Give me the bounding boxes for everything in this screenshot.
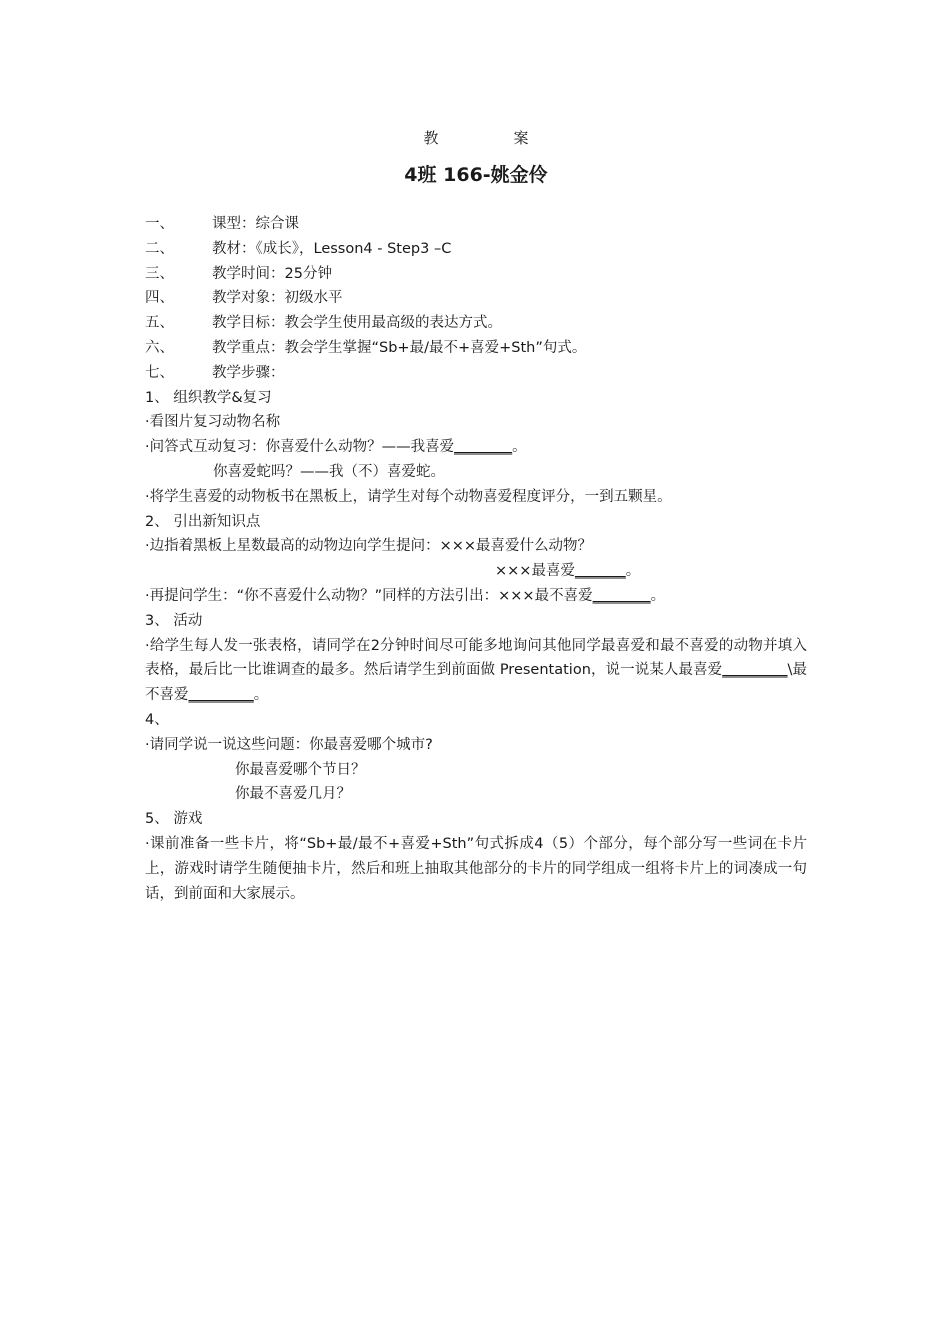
step-line: 你喜爱蛇吗？——我（不）喜爱蛇。 bbox=[213, 463, 445, 480]
outline-item: 二、 教材：《成长》，Lesson4 - Step3 –C bbox=[145, 240, 452, 257]
step-line: ·问答式互动复习：你喜爱什么动物？——我喜爱________。 bbox=[145, 439, 527, 456]
fill-blank: _________ bbox=[722, 662, 788, 679]
fill-blank: _______ bbox=[574, 563, 626, 580]
outline-item: 七、 教学步骤： bbox=[145, 364, 285, 381]
section-heading: 5、 游戏 bbox=[145, 811, 203, 828]
step-paragraph: ·给学生每人发一张表格，请同学在2分钟时间尽可能多地询问其他同学最喜爱和最不喜爱的动物并填入表格，最后比一比谁调查的最多。然后请学生到前面做 Presentation，说一说某人最喜爱_________\最不喜爱_________。 bbox=[145, 637, 808, 704]
document-body bbox=[145, 126, 807, 906]
step-line: ·将学生喜爱的动物板书在黑板上，请学生对每个动物喜爱程度评分，一到五颗星。 bbox=[145, 488, 672, 505]
section-heading: 4、 bbox=[145, 711, 169, 728]
step-line: ·边指着黑板上星数最高的动物边向学生提问：×××最喜爱什么动物？ bbox=[145, 538, 593, 555]
fill-blank: _________ bbox=[188, 687, 254, 704]
outline-item: 四、 教学对象：初级水平 bbox=[145, 290, 343, 307]
step-line: 你最不喜爱几月？ bbox=[235, 786, 351, 803]
outline-item: 三、 教学时间：25分钟 bbox=[145, 265, 332, 282]
document-kicker: 教 案 bbox=[423, 129, 559, 147]
fill-blank: ________ bbox=[454, 439, 513, 456]
step-line: ×××最喜爱_______。 bbox=[495, 563, 641, 580]
step-line: ·看图片复习动物名称 bbox=[145, 414, 281, 431]
outline-item: 一、 课型：综合课 bbox=[145, 216, 299, 232]
document-title: 4班 166-姚金伶 bbox=[404, 164, 548, 186]
outline-item: 六、 教学重点：教会学生掌握“Sb+最/最不+喜爱+Sth”句式。 bbox=[145, 339, 587, 356]
outline-item: 五、 教学目标：教会学生使用最高级的表达方式。 bbox=[145, 315, 502, 332]
fill-blank: ________ bbox=[592, 587, 651, 604]
step-line: ·请同学说一说这些问题：你最喜爱哪个城市? bbox=[145, 736, 433, 753]
section-heading: 3、 活动 bbox=[145, 612, 203, 629]
step-paragraph: ·课前准备一些卡片，将“Sb+最/最不+喜爱+Sth”句式拆成4（5）个部分，每个部分写一些词在卡片上，游戏时请学生随便抽卡片，然后和班上抽取其他部分的卡片的同学组成一组将卡片上的词凑成一句话，到前面和大家展示。 bbox=[145, 835, 807, 902]
section-heading: 2、 引出新知识点 bbox=[145, 513, 261, 530]
step-line: 你最喜爱哪个节日？ bbox=[235, 761, 366, 778]
step-line: ·再提问学生：“你不喜爱什么动物？”同样的方法引出：×××最不喜爱________。 bbox=[145, 587, 666, 604]
section-heading: 1、 组织教学&复习 bbox=[145, 389, 272, 406]
